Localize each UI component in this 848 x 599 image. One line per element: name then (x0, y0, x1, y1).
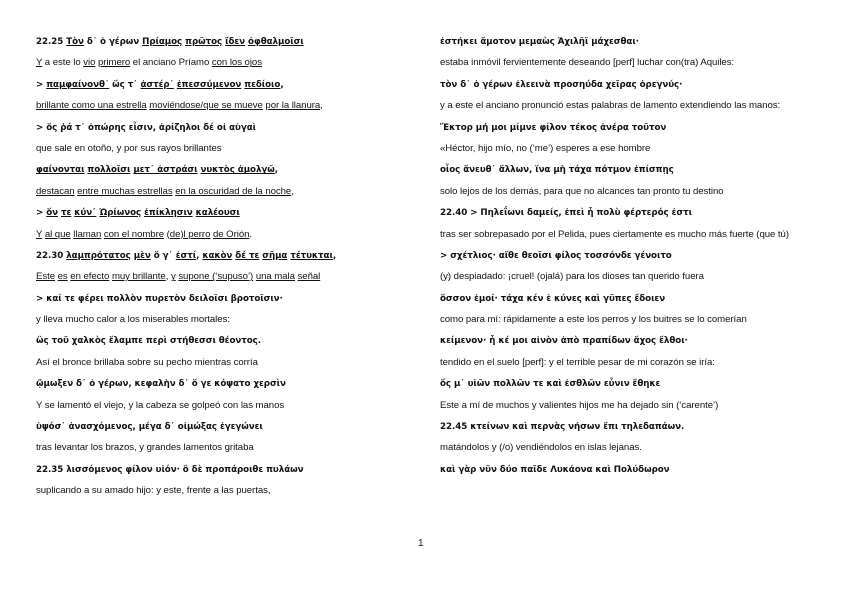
underlined-word: νυκτὸς ἀμολγῷ (200, 165, 275, 176)
underlined-word: vio (83, 57, 96, 69)
underlined-word: en la oscuridad de la noche (175, 185, 292, 197)
underlined-word: Este (36, 271, 55, 283)
spanish-translation-line (440, 314, 820, 326)
underlined-word: τέτυκται (290, 250, 333, 261)
verse-prefix: > (36, 79, 47, 90)
greek-verse-line (36, 164, 408, 176)
text-segment: que sale en otoño, y por sus rayos brillantes (36, 142, 222, 154)
spanish-translation-line (440, 442, 820, 454)
text-segment: , (332, 250, 337, 261)
text-segment: (y) despiadado: ¡cruel! (ojalá) para los dioses tan querido fuera (440, 271, 704, 283)
underlined-word: ἐστί (175, 250, 197, 261)
underlined-word: y (170, 271, 176, 283)
underlined-word: δέ τε (235, 250, 260, 261)
page-number: 1 (418, 538, 424, 549)
underlined-word: ἐπεσσύμενον (176, 79, 242, 90)
text-segment: estaba inmóvil fervientemente deseando [perf] luchar con(tra) Aquiles: (440, 57, 735, 69)
greek-verse-line (36, 335, 408, 347)
underlined-word: κύν᾽ (74, 208, 97, 219)
spanish-translation-line (36, 143, 408, 155)
text-segment: κείμενον· ἦ κέ μοι αἰνὸν ἀπὸ πραπίδων ἄχος ἔλθοι· (440, 336, 688, 347)
spanish-translation-line (36, 186, 408, 198)
spanish-translation-line (440, 143, 820, 155)
text-segment: . (249, 228, 253, 240)
underlined-word: καλέουσι (195, 208, 240, 219)
underlined-word: παμφαίνονθ᾽ (46, 79, 110, 90)
text-segment: κτείνων καὶ περνὰς νήσων ἔπι τηλεδαπάων. (470, 422, 685, 433)
text-segment: tendido en el suelo [perf]: y el terrible pesar de mi corazón se iría: (440, 356, 715, 368)
text-segment: ᾤμωξεν δ᾽ ὁ γέρων, κεφαλὴν δ᾽ ὅ γε κόψατο χερσὶν (36, 379, 286, 390)
greek-verse-line (440, 36, 820, 48)
verse-prefix: > (440, 250, 451, 261)
underlined-word: σῆμα (262, 250, 288, 261)
greek-verse-line (36, 122, 408, 134)
spanish-translation-line (36, 314, 408, 326)
text-segment: , (280, 79, 284, 90)
text-segment: «Héctor, hijo mío, no (‘me’) esperes a ese hombre (440, 142, 651, 154)
spanish-translation-line (36, 485, 408, 497)
text-segment: ὅσσον ἐμοί· τάχα κέν ἑ κύνες καὶ γῦπες ἔδοιεν (440, 293, 666, 304)
underlined-word: brillante como una estrella (36, 100, 147, 112)
underlined-word: (de)l perro (166, 228, 211, 240)
underlined-word: μετ᾽ ἀστράσι (133, 165, 198, 176)
text-segment: Y se lamentó el viejo, y la cabeza se golpeó con las manos (36, 399, 285, 411)
spanish-translation-line (440, 400, 820, 412)
underlined-word: Πρίαμος (142, 37, 183, 47)
underlined-word: de Orión (213, 228, 250, 240)
greek-verse-line (36, 207, 408, 219)
text-segment: οἶος ἄνευθ᾽ ἄλλων, ἵνα μὴ τάχα πότμον ἐπίσπῃς (440, 165, 674, 176)
underlined-word: entre muchas estrellas (77, 185, 173, 197)
greek-verse-line (440, 378, 820, 390)
greek-verse-line (36, 79, 408, 91)
left-column (36, 36, 408, 507)
underlined-word: destacan (36, 185, 75, 197)
text-segment: , (274, 165, 279, 176)
spanish-translation-line (36, 271, 408, 283)
greek-verse-line (36, 36, 408, 48)
greek-verse-line (36, 293, 408, 305)
greek-verse-line (440, 79, 820, 91)
underlined-word: en efecto (70, 271, 110, 283)
text-segment: , (165, 271, 171, 283)
underlined-word: λαμπρότατος (66, 250, 131, 261)
verse-prefix: > (36, 122, 47, 133)
text-segment: λισσόμενος φίλον υἱόν· ὃ δὲ προπάροιθε πυλάων (66, 464, 304, 475)
text-segment: δ᾽ ὁ γέρων (83, 37, 143, 47)
text-segment: ἑστήκει ἄμοτον μεμαὼς Ἀχιλῆϊ μάχεσθαι· (440, 37, 639, 47)
text-segment: y lleva mucho calor a los miserables mortales: (36, 314, 230, 326)
text-segment: Este a mí de muchos y valientes hijos me ha dejado sin (‘carente’) (440, 399, 719, 411)
underlined-word: por la llanura (265, 100, 321, 112)
underlined-word: φαίνονται (36, 165, 85, 176)
verse-prefix: 22.45 (440, 422, 471, 433)
text-segment: ὅ γ᾽ (150, 250, 176, 261)
greek-verse-line (36, 378, 408, 390)
underlined-word: ἐπίκλησιν (144, 208, 193, 219)
spanish-translation-line (440, 229, 820, 241)
text-segment: , (291, 185, 294, 197)
greek-verse-line (36, 250, 408, 262)
spanish-translation-line (440, 357, 820, 369)
underlined-word: con los ojos (211, 57, 262, 69)
text-segment: matándolos y (/o) vendiéndolos en islas lejanas. (440, 442, 642, 454)
underlined-word: con el nombre (103, 228, 165, 240)
text-segment: Πηλεΐωνι δαμείς, ἐπεὶ ἦ πολὺ φέρτερός ἐστι (480, 208, 692, 219)
underlined-word: ἴδεν (225, 37, 246, 47)
text-segment: tras levantar los brazos, y grandes lamentos gritaba (36, 442, 254, 454)
greek-verse-line (36, 464, 408, 476)
text-segment: suplicando a su amado hijo: y este, frente a las puertas, (36, 485, 271, 497)
text-segment: tras ser sobrepasado por el Pelida, pues ciertamente es mucho más fuerte (que tú) (440, 228, 789, 240)
underlined-word: primero (98, 57, 131, 69)
text-segment: ὣς τοῦ χαλκὸς ἔλαμπε περὶ στήθεσσι θέοντος. (36, 336, 262, 347)
greek-verse-line (440, 122, 820, 134)
underlined-word: moviéndose/que se mueve (149, 100, 263, 112)
underlined-word: muy brillante (111, 271, 166, 283)
text-segment: , (196, 250, 203, 261)
text-segment: ὅς μ᾽ υἱῶν πολλῶν τε καὶ ἐσθλῶν εὖνιν ἔθηκε (440, 379, 661, 390)
underlined-word: ἀστέρ᾽ (140, 79, 174, 90)
greek-verse-line (440, 250, 820, 262)
underlined-word: ὅν (46, 208, 59, 219)
right-column (440, 36, 820, 485)
greek-verse-line (440, 335, 820, 347)
spanish-translation-line (440, 186, 820, 198)
greek-verse-line (440, 207, 820, 219)
underlined-word: es (57, 271, 68, 283)
underlined-word: señal (297, 271, 321, 283)
text-segment: y a este el anciano pronunció estas palabras de lamento extendiendo las manos: (440, 100, 781, 112)
text-segment: Ἕκτορ μή μοι μίμνε φίλον τέκος ἀνέρα τοῦτον (440, 122, 667, 133)
spanish-translation-line (36, 229, 408, 241)
underlined-word: πολλοῖσι (87, 165, 131, 176)
verse-prefix: 22.40 > (440, 208, 481, 219)
underlined-word: Y (36, 57, 43, 69)
underlined-word: Y (36, 228, 43, 240)
verse-prefix: 22.30 (36, 250, 67, 261)
underlined-word: Τὸν (66, 37, 84, 47)
underlined-word: llaman (73, 228, 102, 240)
text-segment: ὅς ῥά τ᾽ ὀπώρης εἶσιν, ἀρίζηλοι δέ οἱ αὐγαὶ (46, 122, 256, 133)
spanish-translation-line (36, 57, 408, 69)
underlined-word: πρῶτος (185, 37, 223, 47)
underlined-word: τε (61, 208, 72, 219)
text-segment: τὸν δ᾽ ὁ γέρων ἐλεεινὰ προσηύδα χεῖρας ὀρεγνύς· (440, 79, 683, 90)
underlined-word: una mala (255, 271, 295, 283)
text-segment: ὑψόσ᾽ ἀνασχόμενος, μέγα δ᾽ οἰμώξας ἐγεγώνει (36, 422, 263, 433)
greek-verse-line (36, 421, 408, 433)
text-segment: el anciano Príamo (130, 57, 212, 69)
spanish-translation-line (36, 442, 408, 454)
underlined-word: ὀφθαλμοῖσι (248, 37, 304, 47)
spanish-translation-line (36, 357, 408, 369)
text-segment: ὥς τ᾽ (109, 79, 141, 90)
verse-prefix: > (36, 208, 47, 219)
spanish-translation-line (440, 100, 820, 112)
spanish-translation-line (36, 100, 408, 112)
greek-verse-line (440, 421, 820, 433)
text-segment: σχέτλιος· αἴθε θεοῖσι φίλος τοσσόνδε γένοιτο (450, 250, 672, 261)
underlined-word: supone (‘supuso’) (178, 271, 254, 283)
underlined-word: μὲν (133, 250, 151, 261)
verse-prefix: > (36, 293, 47, 304)
greek-verse-line (440, 293, 820, 305)
verse-prefix: 22.25 (36, 37, 67, 47)
verse-prefix: 22.35 (36, 464, 67, 475)
spanish-translation-line (440, 271, 820, 283)
underlined-word: πεδίοιο (244, 79, 281, 90)
text-segment: Así el bronce brillaba sobre su pecho mientras corría (36, 356, 258, 368)
underlined-word: Ὠρίωνος (99, 208, 142, 219)
spanish-translation-line (440, 57, 820, 69)
text-segment: a este lo (42, 57, 84, 69)
underlined-word: al que (44, 228, 71, 240)
underlined-word: κακὸν (202, 250, 233, 261)
spanish-translation-line (36, 400, 408, 412)
text-segment: , (320, 100, 323, 112)
text-segment: como para mí: rápidamente a este los perros y los buitres se lo comerían (440, 314, 747, 326)
text-segment: καὶ γὰρ νῦν δύο παῖδε Λυκάονα καὶ Πολύδωρον (440, 464, 670, 475)
greek-verse-line (440, 164, 820, 176)
greek-verse-line (440, 464, 820, 476)
text-segment: καί τε φέρει πολλὸν πυρετὸν δειλοῖσι βροτοῖσιν· (46, 293, 283, 304)
text-segment: solo lejos de los demás, para que no alcances tan pronto tu destino (440, 185, 724, 197)
